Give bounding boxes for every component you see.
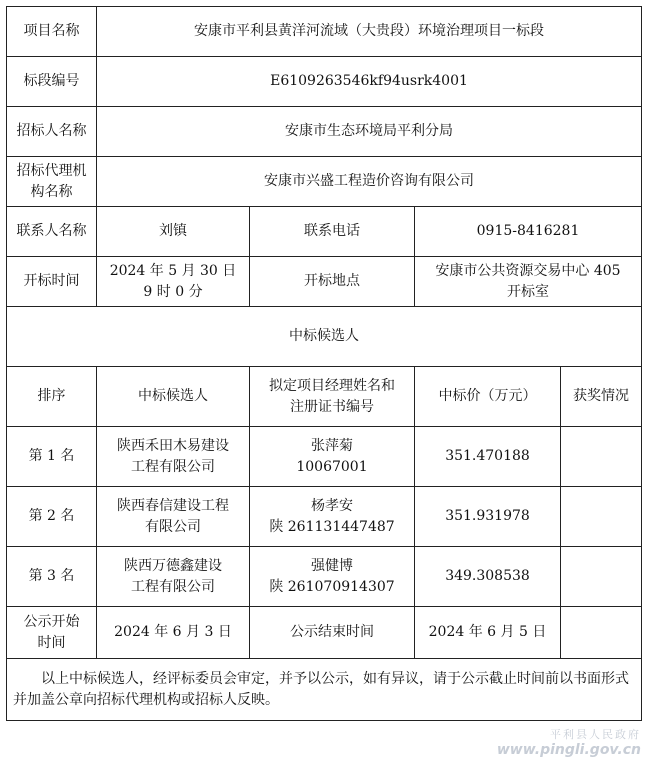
candidate-manager-name: 杨孝安 bbox=[311, 497, 353, 514]
opening-place-line1: 安康市公共资源交易中心 405 bbox=[435, 262, 621, 279]
candidate-rank: 第 1 名 bbox=[7, 427, 97, 487]
project-name-value: 安康市平利县黄洋河流域（大贵段）环境治理项目一标段 bbox=[97, 7, 642, 57]
section-code-value: E6109263546kf94usrk4001 bbox=[97, 57, 642, 107]
opening-time-hour: 9 时 0 分 bbox=[143, 283, 203, 300]
candidate-company bbox=[97, 547, 250, 607]
candidate-manager-cert: 陕 261131447487 bbox=[269, 518, 395, 535]
candidate-price: 349.308538 bbox=[415, 547, 561, 607]
publicity-end-value: 2024 年 6 月 5 日 bbox=[415, 607, 561, 659]
notice-text: 以上中标候选人，经评标委员会审定，并予以公示，如有异议，请于公示截止时间前以书面形式并加盖公章向招标代理机构或招标人反映。 bbox=[7, 659, 642, 721]
candidate-rank: 第 2 名 bbox=[7, 487, 97, 547]
tenderer-value: 安康市生态环境局平利分局 bbox=[97, 107, 642, 157]
candidate-manager-cert: 陕 261070914307 bbox=[269, 578, 395, 595]
candidates-title: 中标候选人 bbox=[7, 307, 642, 367]
phone-label: 联系电话 bbox=[250, 207, 415, 257]
row-agency bbox=[7, 157, 642, 207]
publicity-start-label-line1: 公示开始 bbox=[23, 613, 80, 630]
col-price-header: 中标价（万元） bbox=[415, 367, 561, 427]
opening-place-value bbox=[415, 257, 642, 307]
col-manager-header bbox=[250, 367, 415, 427]
col-manager-header-line2: 注册证书编号 bbox=[290, 398, 374, 415]
publicity-start-label-line2: 时间 bbox=[37, 634, 66, 651]
tenderer-label: 招标人名称 bbox=[7, 107, 97, 157]
candidate-price: 351.931978 bbox=[415, 487, 561, 547]
candidate-company-line1: 陕西春信建设工程 bbox=[117, 497, 229, 514]
candidate-company-line1: 陕西禾田木易建设 bbox=[117, 437, 229, 454]
table-row bbox=[7, 487, 642, 547]
candidate-manager-name: 张萍菊 bbox=[311, 437, 353, 454]
row-publicity bbox=[7, 607, 642, 659]
candidate-company bbox=[97, 427, 250, 487]
opening-time-label: 开标时间 bbox=[7, 257, 97, 307]
row-notice bbox=[7, 659, 642, 721]
candidate-awards bbox=[561, 547, 642, 607]
col-rank-header: 排序 bbox=[7, 367, 97, 427]
phone-value: 0915-8416281 bbox=[415, 207, 642, 257]
table-row bbox=[7, 427, 642, 487]
row-project-name bbox=[7, 7, 642, 57]
candidate-company-line2: 有限公司 bbox=[145, 518, 201, 535]
candidate-manager-name: 强健博 bbox=[311, 557, 353, 574]
candidate-manager bbox=[250, 427, 415, 487]
row-opening bbox=[7, 257, 642, 307]
candidates-header-row bbox=[7, 367, 642, 427]
col-manager-header-line1: 拟定项目经理姓名和 bbox=[269, 377, 395, 394]
candidate-awards bbox=[561, 487, 642, 547]
opening-time-date: 2024 年 5 月 30 日 bbox=[109, 262, 237, 279]
candidate-company-line2: 工程有限公司 bbox=[131, 578, 215, 595]
publicity-end-label: 公示结束时间 bbox=[250, 607, 415, 659]
col-candidate-header: 中标候选人 bbox=[97, 367, 250, 427]
contact-value: 刘镇 bbox=[97, 207, 250, 257]
watermark-org: 平利县人民政府 bbox=[550, 728, 641, 741]
candidate-awards bbox=[561, 427, 642, 487]
agency-label: 招标代理机构名称 bbox=[7, 157, 97, 207]
bid-result-table bbox=[6, 6, 642, 721]
publicity-start-value: 2024 年 6 月 3 日 bbox=[97, 607, 250, 659]
watermark-logo bbox=[497, 726, 641, 758]
row-tenderer bbox=[7, 107, 642, 157]
opening-time-value bbox=[97, 257, 250, 307]
project-name-label: 项目名称 bbox=[7, 7, 97, 57]
opening-place-line2: 开标室 bbox=[507, 283, 549, 300]
agency-value: 安康市兴盛工程造价咨询有限公司 bbox=[97, 157, 642, 207]
row-section-code bbox=[7, 57, 642, 107]
candidate-company-line1: 陕西万德鑫建设 bbox=[124, 557, 222, 574]
candidate-manager-cert: 10067001 bbox=[296, 458, 368, 475]
opening-place-label: 开标地点 bbox=[250, 257, 415, 307]
row-candidates-title bbox=[7, 307, 642, 367]
candidate-price: 351.470188 bbox=[415, 427, 561, 487]
section-code-label: 标段编号 bbox=[7, 57, 97, 107]
candidate-manager bbox=[250, 547, 415, 607]
candidate-company-line2: 工程有限公司 bbox=[131, 458, 215, 475]
publicity-blank-cell bbox=[561, 607, 642, 659]
candidate-rank: 第 3 名 bbox=[7, 547, 97, 607]
watermark-url: www.pingli.gov.cn bbox=[496, 742, 641, 758]
candidate-company bbox=[97, 487, 250, 547]
publicity-start-label bbox=[7, 607, 97, 659]
table-row bbox=[7, 547, 642, 607]
col-awards-header: 获奖情况 bbox=[561, 367, 642, 427]
row-contact bbox=[7, 207, 642, 257]
candidate-manager bbox=[250, 487, 415, 547]
contact-label: 联系人名称 bbox=[7, 207, 97, 257]
